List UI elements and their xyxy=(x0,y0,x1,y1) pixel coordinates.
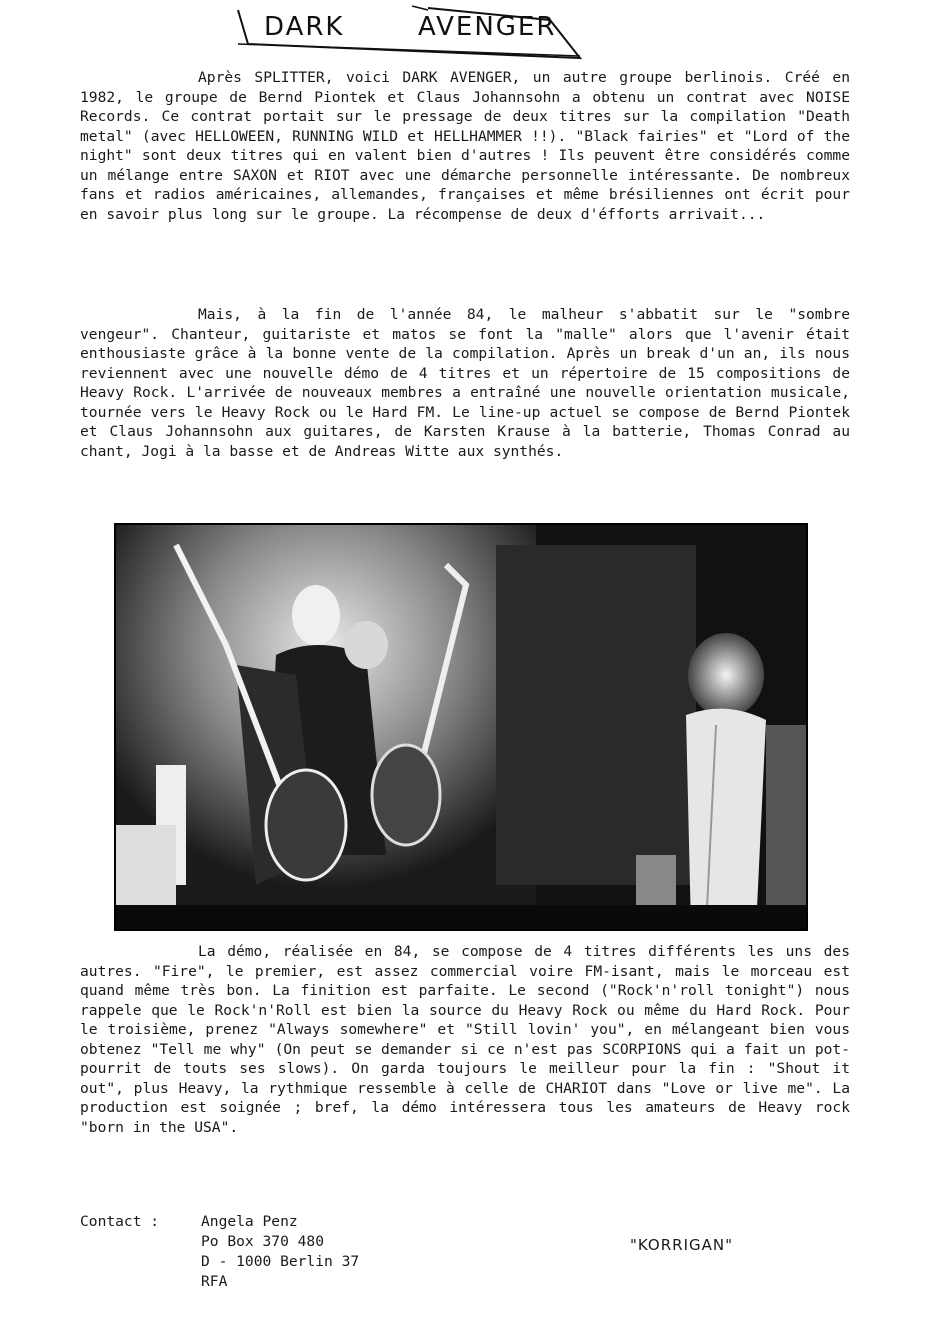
contact-address xyxy=(201,1212,359,1292)
paragraph-history: Mais, à la fin de l'année 84, le malheur s'abbatit sur le "sombre vengeur". Chanteur, guitariste et matos se font la "malle" alors que l'avenir était enthousiaste grâce à la bonne vente de la compilation. Après un break d'un an, ils nous reviennent avec une nouvelle démo de 4 titres et un répertoire de 15 compositions de Heavy Rock. L'arrivée de nouveaux membres a entraîné une nouvelle orientation musicale, tournée vers le Heavy Rock ou le Hard FM. Le line-up actuel se compose de Bernd Piontek et Claus Johannsohn aux guitares, de Karsten Krause à la batterie, Thomas Conrad au chant, Jogi à la basse et de Andreas Witte aux synthés. xyxy=(80,306,850,460)
band-live-photo xyxy=(114,523,808,931)
contact-label: Contact : xyxy=(80,1213,160,1230)
contact-line: D - 1000 Berlin 37 xyxy=(201,1253,360,1270)
contact-line: RFA xyxy=(201,1273,228,1290)
contact-line: Po Box 370 480 xyxy=(201,1233,325,1250)
paragraph-intro: Après SPLITTER, voici DARK AVENGER, un autre groupe berlinois. Créé en 1982, le groupe de Bernd Piontek et Claus Johannsohn a obtenu un contrat avec NOISE Records. Ce contrat portait sur le pressage de deux titres sur la compilation "Death metal" (avec HELLOWEEN, RUNNING WILD et HELLHAMMER !!). "Black fairies" et "Lord of the night" sont deux titres qui en valent bien d'autres ! Ils peuvent être considérés comme un mélange entre SAXON et RIOT avec une démarche personnelle intéressante. De nombreux fans et radios américaines, allemandes, françaises et même brésiliennes ont écrit pour en savoir plus long sur le groupe. La récompense de deux d'éfforts arrivait... xyxy=(80,69,850,223)
title-banner xyxy=(228,0,588,60)
title-word-dark: DARK xyxy=(264,12,345,42)
paragraph-demo-review: La démo, réalisée en 84, se compose de 4 titres différents les uns des autres. "Fire", le premier, est assez commercial voire FM-isant, mais le morceau est quand même très bon. La finition est parfaite. Le second ("Rock'n'roll tonight") nous rappele que le Rock'n'Roll est bien la source du Heavy Rock ou même du Hard Rock. Pour le troisième, prenez "Always somewhere" et "Still lovin' you", en mélangeant bien vous obtenez "Tell me why" (On peut se demander si ce n'est pas SCORPIONS qui a fait un pot-pourrit de touts ses slows). On garda toujours le meilleur pour la fin : "Shout it out", plus Heavy, la rythmique ressemble à celle de CHARIOT dans "Love or live me". La production est soignée ; bref, la démo intéressera tous les amateurs de Heavy rock "born in the USA". xyxy=(80,943,850,1136)
contact-line: Angela Penz xyxy=(201,1213,298,1230)
title-word-avenger: AVENGER xyxy=(418,12,557,42)
author-signature: "KORRIGAN" xyxy=(630,1236,733,1254)
